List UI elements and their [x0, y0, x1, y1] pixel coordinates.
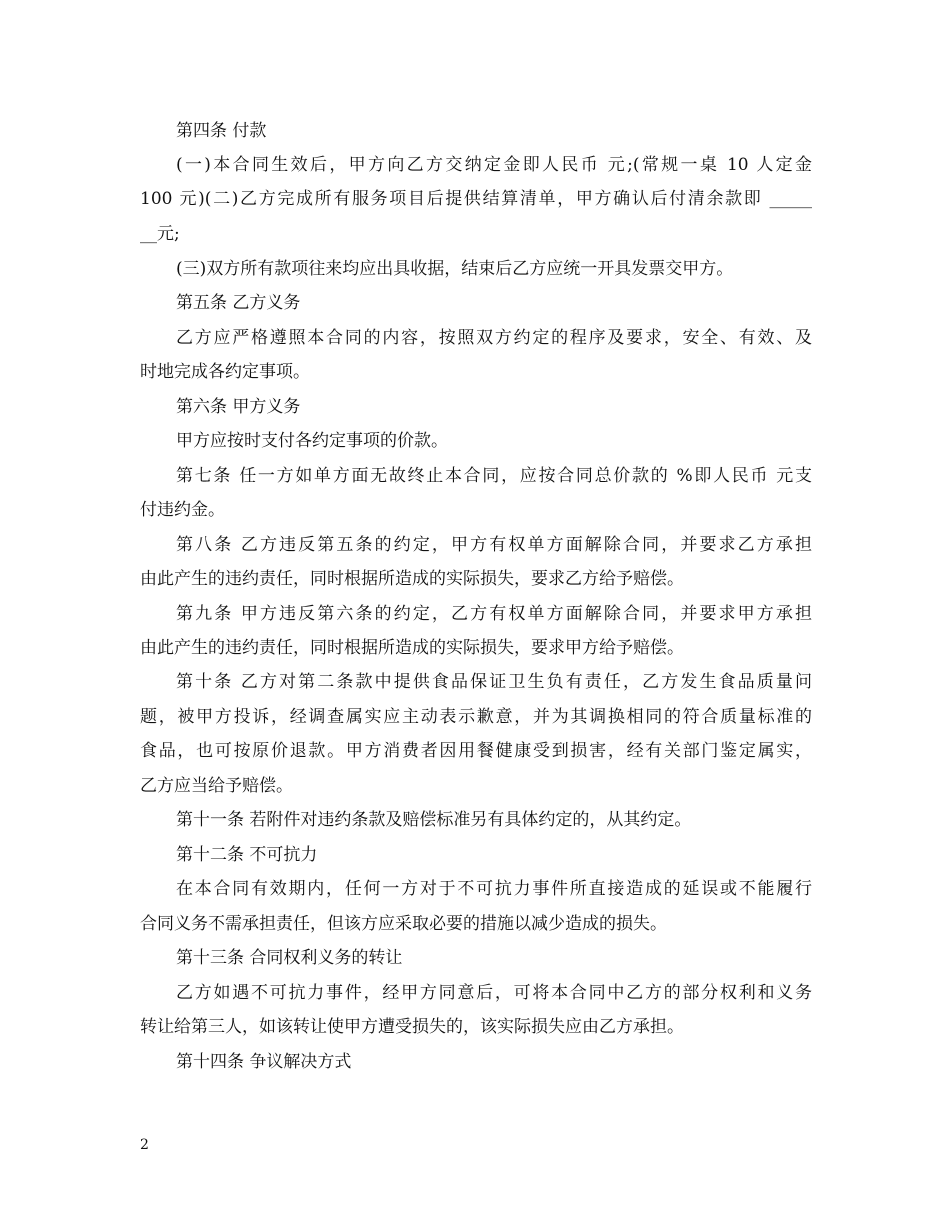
article-4-clause-2-line-1: 100 元)(二)乙方完成所有服务项目后提供结算清单，甲方确认后付清余款即 _____: [140, 189, 812, 209]
article-5-heading: 第五条 乙方义务: [176, 293, 301, 313]
article-7-line-2: 付违约金。: [140, 500, 225, 520]
article-9-line-1: 第九条 甲方违反第六条的约定，乙方有权单方面解除合同，并要求甲方承担: [176, 604, 812, 624]
article-10-line-2: 题，被甲方投诉，经调查属实应主动表示歉意，并为其调换相同的符合质量标准的: [140, 707, 812, 727]
article-13-heading: 第十三条 合同权利义务的转让: [176, 948, 403, 968]
article-6-text: 甲方应按时支付各约定事项的价款。: [176, 431, 448, 451]
article-8-line-1: 第八条 乙方违反第五条的约定，甲方有权单方面解除合同，并要求乙方承担: [176, 535, 812, 555]
article-6-heading: 第六条 甲方义务: [176, 397, 301, 417]
article-4-clause-1-line-1: (一)本合同生效后，甲方向乙方交纳定金即人民币 元;(常规一桌 10 人定金: [176, 155, 812, 175]
article-4-clause-3: (三)双方所有款项往来均应出具收据，结束后乙方应统一开具发票交甲方。: [176, 259, 734, 279]
article-13-text-line-2: 转让给第三人，如该转让使甲方遭受损失的，该实际损失应由乙方承担。: [140, 1017, 684, 1037]
article-5-text-line-2: 时地完成各约定事项。: [140, 362, 310, 382]
article-10-line-1: 第十条 乙方对第二条款中提供食品保证卫生负有责任，乙方发生食品质量问: [176, 672, 812, 692]
article-12-text-line-1: 在本合同有效期内，任何一方对于不可抗力事件所直接造成的延误或不能履行: [176, 879, 812, 899]
article-5-text-line-1: 乙方应严格遵照本合同的内容，按照双方约定的程序及要求，安全、有效、及: [176, 328, 812, 348]
article-8-line-2: 由此产生的违约责任，同时根据所造成的实际损失，要求乙方给予赔偿。: [140, 569, 684, 589]
article-12-heading: 第十二条 不可抗力: [176, 845, 318, 865]
article-10-line-4: 乙方应当给予赔偿。: [140, 776, 293, 796]
article-9-line-2: 由此产生的违约责任，同时根据所造成的实际损失，要求甲方给予赔偿。: [140, 638, 684, 658]
article-4-clause-2-line-2: __元;: [140, 224, 180, 244]
article-11-text: 第十一条 若附件对违约条款及赔偿标准另有具体约定的，从其约定。: [176, 810, 692, 830]
article-10-line-3: 食品，也可按原价退款。甲方消费者因用餐健康受到损害，经有关部门鉴定属实，: [140, 741, 812, 761]
article-12-text-line-2: 合同义务不需承担责任，但该方应采取必要的措施以减少造成的损失。: [140, 914, 667, 934]
article-13-text-line-1: 乙方如遇不可抗力事件，经甲方同意后，可将本合同中乙方的部分权利和义务: [176, 983, 812, 1003]
article-4-heading: 第四条 付款: [176, 121, 267, 141]
page-number: 2: [140, 1137, 149, 1153]
article-7-line-1: 第七条 任一方如单方面无故终止本合同，应按合同总价款的 %即人民币 元支: [176, 466, 812, 486]
article-14-heading: 第十四条 争议解决方式: [176, 1052, 352, 1072]
